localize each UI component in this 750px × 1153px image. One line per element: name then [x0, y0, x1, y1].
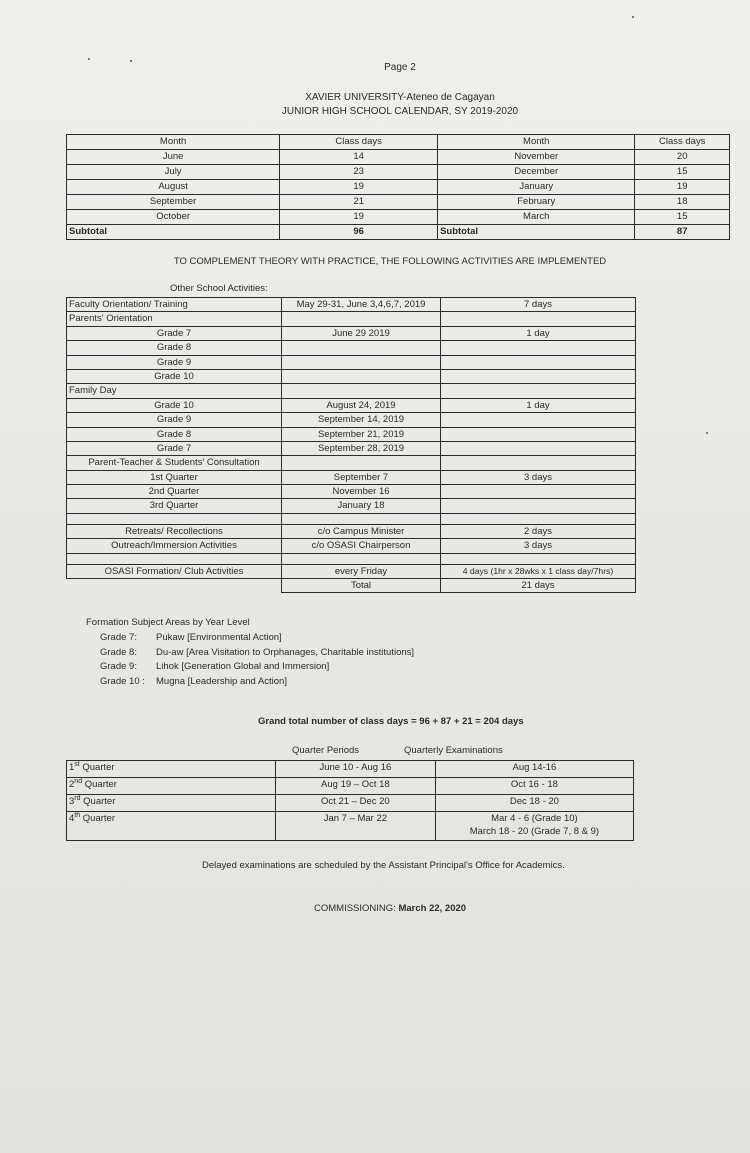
table-row — [67, 524, 636, 538]
table-row — [67, 413, 636, 427]
activity-days: 3 days — [441, 470, 636, 484]
activity-days — [441, 441, 636, 455]
other-activities-label: Other School Activities: — [170, 283, 268, 294]
activity-days: 1 day — [441, 398, 636, 412]
activity-sublabel: Grade 10 — [67, 398, 282, 412]
header-class-days: Class days — [280, 135, 438, 150]
activity-label: Outreach/Immersion Activities — [67, 539, 282, 553]
quarter-label — [67, 778, 276, 795]
quarter-period: Aug 19 – Oct 18 — [275, 778, 435, 795]
quarters-table — [66, 760, 634, 841]
month-cell: July — [67, 165, 280, 180]
activity-days — [441, 341, 636, 355]
table-row — [67, 513, 636, 524]
formation-level: Grade 7: — [100, 631, 137, 643]
activity-sublabel: Grade 10 — [67, 369, 282, 383]
table-row — [67, 398, 636, 412]
activity-days — [441, 355, 636, 369]
header-class-days: Class days — [635, 135, 730, 150]
activity-days: 4 days (1hr x 28wks x 1 class day/7hrs) — [441, 564, 636, 578]
month-cell: March — [438, 210, 635, 225]
activity-date: September 28, 2019 — [282, 441, 441, 455]
activity-label: Family Day — [67, 384, 282, 398]
empty-cell — [282, 513, 441, 524]
header-month: Month — [67, 135, 280, 150]
activity-sublabel: Grade 7 — [67, 326, 282, 340]
quarter-label — [67, 812, 276, 841]
table-row — [67, 441, 636, 455]
quarter-label — [67, 795, 276, 812]
activity-label: Parent-Teacher & Students' Consultation — [67, 456, 282, 470]
activity-days: 3 days — [441, 539, 636, 553]
speck — [632, 16, 634, 18]
institution-title: XAVIER UNIVERSITY-Ateneo de Cagayan — [305, 92, 495, 103]
activity-date: September 14, 2019 — [282, 413, 441, 427]
quarter-exam: Dec 18 - 20 — [435, 795, 633, 812]
quarter-num: 2 — [69, 779, 75, 790]
activity-date: November 16 — [282, 485, 441, 499]
month-cell: August — [67, 180, 280, 195]
table-row — [67, 499, 636, 513]
delayed-exams-note: Delayed examinations are scheduled by the Assistant Principal's Office for Academics. — [202, 860, 565, 871]
month-cell: September — [67, 195, 280, 210]
activity-label: OSASI Formation/ Club Activities — [67, 564, 282, 578]
quarter-period: Jan 7 – Mar 22 — [275, 812, 435, 841]
table-row — [67, 195, 730, 210]
activity-days — [441, 384, 636, 398]
empty-cell — [441, 513, 636, 524]
commissioning-label: COMMISSIONING: — [314, 903, 396, 914]
quarter-periods-heading: Quarter Periods — [292, 745, 360, 756]
activity-days: 7 days — [441, 298, 636, 312]
speck — [88, 58, 90, 60]
days-cell: 19 — [280, 180, 438, 195]
formation-level: Grade 8: — [100, 646, 137, 658]
table-row — [67, 539, 636, 553]
table-row — [67, 456, 636, 470]
month-cell: June — [67, 150, 280, 165]
activity-days — [441, 456, 636, 470]
intro-statement: TO COMPLEMENT THEORY WITH PRACTICE, THE FOLLOWING ACTIVITIES ARE IMPLEMENTED — [173, 256, 607, 267]
table-row — [67, 761, 634, 778]
quarter-suffix: th — [74, 811, 81, 819]
left-subtotal: 96 — [280, 225, 438, 240]
table-row — [67, 564, 636, 578]
formation-heading: Formation Subject Areas by Year Level — [86, 617, 250, 628]
grand-total: Grand total number of class days = 96 + 87 + 21 = 204 days — [258, 716, 524, 727]
formation-desc: Du-aw [Area Visitation to Orphanages, Charitable institutions] — [156, 646, 415, 658]
quarter-exam-cell — [435, 812, 633, 841]
total-label: Total — [282, 579, 441, 593]
quarterly-exams-heading: Quarterly Examinations — [404, 745, 503, 756]
formation-item — [86, 646, 414, 661]
quarter-num: 3 — [69, 796, 75, 807]
month-cell: December — [438, 165, 635, 180]
formation-desc: Mugna [Leadership and Action] — [156, 676, 287, 688]
table-row — [67, 326, 636, 340]
table-row — [67, 341, 636, 355]
subtotal-label: Subtotal — [438, 225, 635, 240]
activity-sublabel: Grade 9 — [67, 413, 282, 427]
total-days: 21 days — [441, 579, 636, 593]
activity-date — [282, 355, 441, 369]
activity-date: every Friday — [282, 564, 441, 578]
activity-date: May 29-31, June 3,4,6,7, 2019 — [282, 298, 441, 312]
quarter-label — [67, 761, 276, 778]
activity-sublabel: 1st Quarter — [67, 470, 282, 484]
table-row — [67, 795, 634, 812]
quarter-exam: Mar 4 - 6 (Grade 10) — [491, 813, 578, 824]
subtotal-row — [67, 225, 730, 240]
activity-date — [282, 384, 441, 398]
subtotal-label: Subtotal — [67, 225, 280, 240]
days-cell: 19 — [280, 210, 438, 225]
days-cell: 15 — [635, 165, 730, 180]
commissioning-date: March 22, 2020 — [398, 903, 467, 914]
activity-sublabel: Grade 7 — [67, 441, 282, 455]
quarter-suffix: nd — [74, 777, 83, 785]
activity-label: Faculty Orientation/ Training — [67, 298, 282, 312]
table-header-row — [67, 135, 730, 150]
activities-table — [66, 297, 636, 593]
formation-item — [86, 631, 414, 646]
table-row — [67, 427, 636, 441]
activity-date: c/o OSASI Chairperson — [282, 539, 441, 553]
activity-date: August 24, 2019 — [282, 398, 441, 412]
activity-sublabel: Grade 9 — [67, 355, 282, 369]
activity-sublabel: 3rd Quarter — [67, 499, 282, 513]
activity-date: January 18 — [282, 499, 441, 513]
formation-level: Grade 9: — [100, 661, 137, 673]
total-row — [67, 579, 636, 593]
activity-days — [441, 312, 636, 326]
formation-desc: Lihok [Generation Global and Immersion] — [156, 661, 330, 673]
table-row — [67, 165, 730, 180]
month-cell: January — [438, 180, 635, 195]
activity-days: 1 day — [441, 326, 636, 340]
right-subtotal: 87 — [635, 225, 730, 240]
quarter-num: 4 — [69, 813, 75, 824]
activity-date: c/o Campus Minister — [282, 524, 441, 538]
days-cell: 18 — [635, 195, 730, 210]
empty-cell — [67, 579, 282, 593]
activity-days — [441, 485, 636, 499]
activity-label: Parents' Orientation — [67, 312, 282, 326]
formation-item — [86, 675, 414, 690]
class-days-table — [66, 134, 730, 240]
empty-cell — [282, 553, 441, 564]
quarter-num: 1 — [69, 762, 75, 773]
month-cell: October — [67, 210, 280, 225]
table-row — [67, 553, 636, 564]
quarter-word: Quarter — [80, 813, 115, 824]
quarter-period: Oct 21 – Dec 20 — [275, 795, 435, 812]
table-row — [67, 355, 636, 369]
activity-date: June 29 2019 — [282, 326, 441, 340]
quarter-period: June 10 - Aug 16 — [275, 761, 435, 778]
activity-days — [441, 499, 636, 513]
activity-date — [282, 341, 441, 355]
activity-label: Retreats/ Recollections — [67, 524, 282, 538]
activity-date — [282, 369, 441, 383]
table-row — [67, 470, 636, 484]
days-cell: 14 — [280, 150, 438, 165]
speck — [706, 432, 708, 434]
table-row — [67, 180, 730, 195]
table-row — [67, 210, 730, 225]
activity-sublabel: Grade 8 — [67, 341, 282, 355]
days-cell: 23 — [280, 165, 438, 180]
empty-cell — [441, 553, 636, 564]
commissioning — [314, 903, 466, 914]
formation-section — [86, 616, 414, 690]
activity-days: 2 days — [441, 524, 636, 538]
table-row — [67, 778, 634, 795]
activity-date: September 7 — [282, 470, 441, 484]
days-cell: 21 — [280, 195, 438, 210]
quarter-word: Quarter — [80, 796, 116, 807]
table-row — [67, 485, 636, 499]
table-row — [67, 369, 636, 383]
activity-date — [282, 312, 441, 326]
table-row — [67, 150, 730, 165]
activity-date: September 21, 2019 — [282, 427, 441, 441]
quarter-exam: Oct 16 - 18 — [435, 778, 633, 795]
activity-days — [441, 427, 636, 441]
activity-sublabel: 2nd Quarter — [67, 485, 282, 499]
month-cell: November — [438, 150, 635, 165]
quarter-word: Quarter — [79, 762, 115, 773]
page-number: Page 2 — [384, 62, 416, 73]
days-cell: 20 — [635, 150, 730, 165]
table-row — [67, 312, 636, 326]
quarter-exam: Aug 14-16 — [435, 761, 633, 778]
table-row — [67, 812, 634, 841]
activity-days — [441, 413, 636, 427]
empty-cell — [67, 513, 282, 524]
month-cell: February — [438, 195, 635, 210]
quarter-suffix: st — [74, 760, 80, 768]
activity-days — [441, 369, 636, 383]
empty-cell — [67, 553, 282, 564]
quarter-exam-secondary: March 18 - 20 (Grade 7, 8 & 9) — [469, 826, 600, 837]
formation-level: Grade 10 : — [100, 676, 145, 688]
table-row — [67, 298, 636, 312]
formation-item — [86, 660, 414, 675]
days-cell: 19 — [635, 180, 730, 195]
table-row — [67, 384, 636, 398]
header-month: Month — [438, 135, 635, 150]
quarter-suffix: rd — [74, 794, 81, 802]
days-cell: 15 — [635, 210, 730, 225]
calendar-title: JUNIOR HIGH SCHOOL CALENDAR, SY 2019-2020 — [281, 106, 519, 117]
formation-desc: Pukaw [Environmental Action] — [156, 631, 282, 643]
activity-sublabel: Grade 8 — [67, 427, 282, 441]
activity-date — [282, 456, 441, 470]
quarter-word: Quarter — [82, 779, 117, 790]
